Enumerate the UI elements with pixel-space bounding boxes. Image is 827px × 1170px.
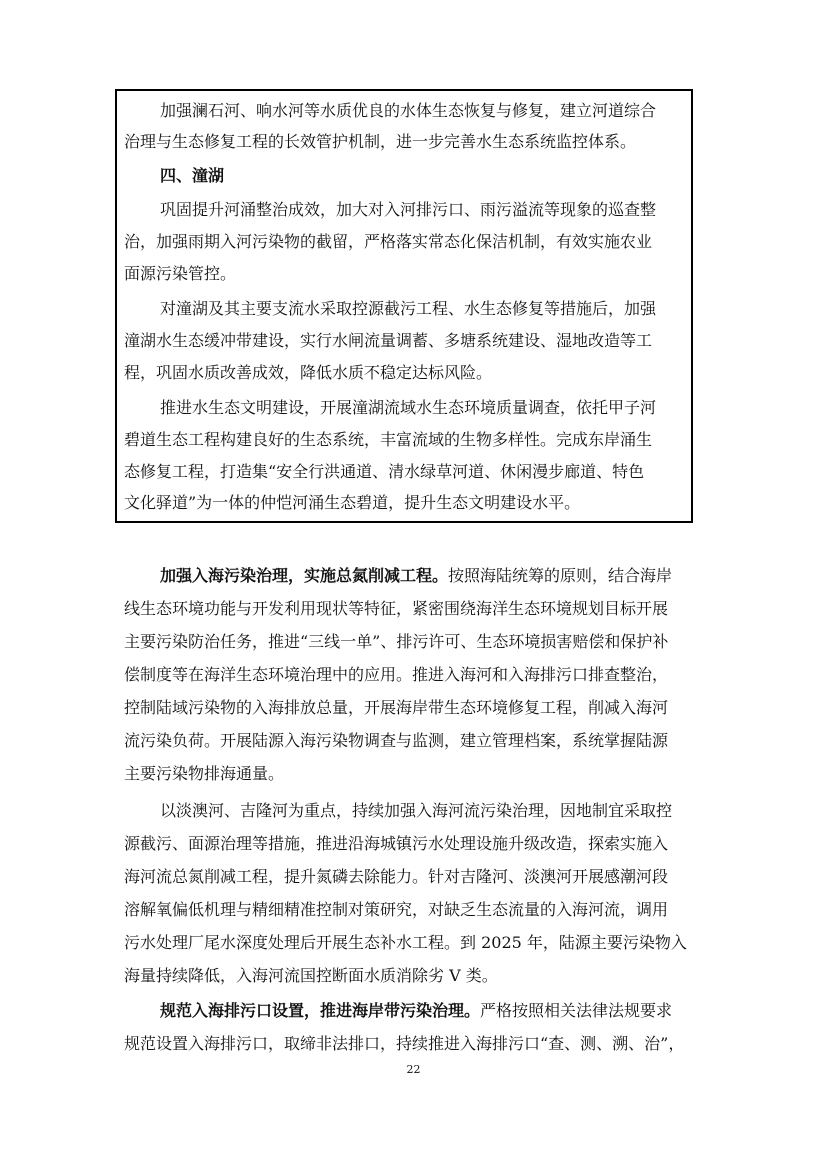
- box-paragraph-2-line-3: 面源污染管控。: [124, 264, 237, 283]
- box-paragraph-4-line-2: 碧道生态工程构建良好的生态系统，丰富流域的生物多样性。完成东岸涌生: [124, 430, 653, 449]
- box-paragraph-1-line-1: 加强澜石河、响水河等水质优良的水体生态恢复与修复，建立河道综合: [160, 101, 657, 120]
- body-paragraph-2-line-4: 溶解氧偏低机理与精细精准控制对策研究，对缺乏生态流量的入海河流，调用: [124, 900, 669, 919]
- box-paragraph-4-line-4: 文化驿道”为一体的仲恺河涌生态碧道，提升生态文明建设水平。: [124, 493, 581, 512]
- box-paragraph-2-line-1: 巩固提升河涌整治成效，加大对入河排污口、雨污溢流等现象的巡查整: [160, 200, 657, 219]
- body-paragraph-1-line-5: 控制陆域污染物的入海排放总量，开展海岸带生态环境修复工程，削减入海河: [124, 698, 669, 717]
- body-paragraph-3-line-1-text: 严格按照相关法律法规要求: [480, 1001, 673, 1020]
- body-paragraph-2-line-2: 源截污、面源治理等措施，推进沿海城镇污水处理设施升级改造，探索实施入: [124, 834, 669, 853]
- box-paragraph-4-line-1: 推进水生态文明建设，开展潼湖流域水生态环境质量调查，依托甲子河: [160, 398, 657, 417]
- body-paragraph-1-line-4: 偿制度等在海洋生态环境治理中的应用。推进入海河和入海排污口排查整治，: [124, 665, 669, 684]
- box-paragraph-3-line-1: 对潼湖及其主要支流水采取控源截污工程、水生态修复等措施后，加强: [160, 299, 657, 318]
- body-paragraph-3-lead: 规范入海排污口设置，推进海岸带污染治理。: [160, 1001, 481, 1020]
- body-paragraph-1-line-7: 主要污染物排海通量。: [124, 764, 285, 783]
- box-paragraph-3-line-3: 程，巩固水质改善成效，降低水质不稳定达标风险。: [124, 363, 493, 382]
- body-paragraph-2-line-1: 以淡澳河、吉隆河为重点，持续加强入海河流污染治理，因地制宜采取控: [160, 801, 673, 820]
- body-paragraph-1-line-1-text: 按照海陆统筹的原则，结合海岸: [448, 566, 673, 585]
- box-paragraph-3-line-2: 潼湖水生态缓冲带建设，实行水闸流量调蓄、多塘系统建设、湿地改造等工: [124, 331, 653, 350]
- body-paragraph-2-line-6: 海量持续降低，入海河流国控断面水质消除劣 V 类。: [124, 966, 498, 985]
- body-paragraph-2-line-5: 污水处理厂尾水深度处理后开展生态补水工程。到 2025 年，陆源主要污染物入: [124, 933, 687, 952]
- body-paragraph-1-lead: 加强入海污染治理，实施总氮削减工程。: [160, 566, 449, 585]
- body-paragraph-1-line-6: 流污染负荷。开展陆源入海污染物调查与监测，建立管理档案，系统掌握陆源: [124, 731, 669, 750]
- page-number: 22: [406, 1063, 421, 1076]
- box-paragraph-4-line-3: 态修复工程，打造集“安全行洪通道、清水绿草河道、休闲漫步廊道、特色: [124, 462, 645, 481]
- body-paragraph-3-line-1: [160, 996, 827, 1026]
- body-paragraph-1-line-3: 主要污染防治任务，推进“三线一单”、排污许可、生态环境损害赔偿和保护补: [124, 632, 669, 651]
- box-paragraph-1-line-2: 治理与生态修复工程的长效管护机制，进一步完善水生态系统监控体系。: [124, 132, 637, 151]
- box-paragraph-2-line-2: 治，加强雨期入河污染物的截留，严格落实常态化保洁机制，有效实施农业: [124, 232, 653, 251]
- section-heading: 四、潼湖: [160, 166, 225, 185]
- body-paragraph-1-line-1: [160, 561, 827, 591]
- body-paragraph-3-line-2: 规范设置入海排污口，取缔非法排口，持续推进入海排污口“查、测、溯、治”，: [124, 1034, 685, 1053]
- body-paragraph-1-line-2: 线生态环境功能与开发利用现状等特征，紧密围绕海洋生态环境规划目标开展: [124, 599, 669, 618]
- body-paragraph-2-line-3: 海河流总氮削减工程，提升氮磷去除能力。针对吉隆河、淡澳河开展感潮河段: [124, 867, 669, 886]
